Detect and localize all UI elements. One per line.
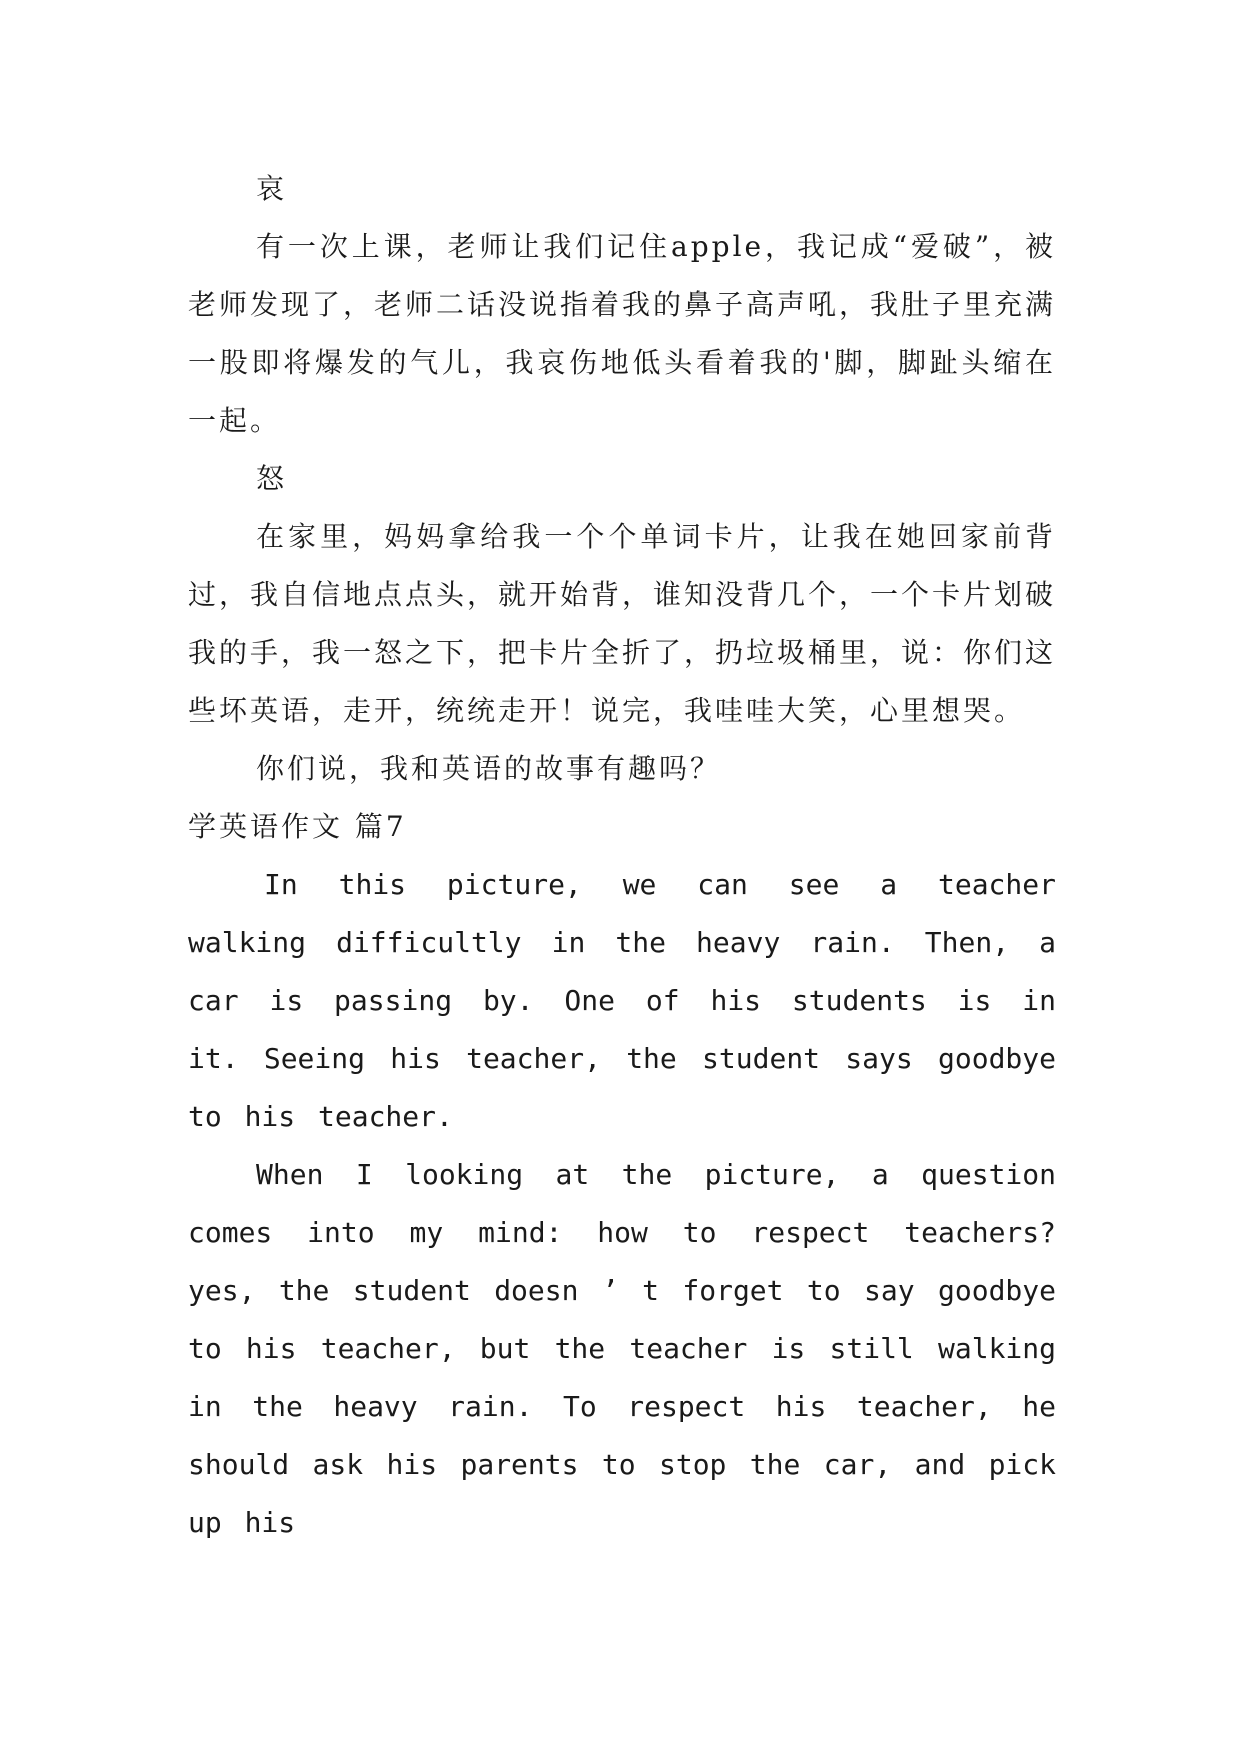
section-heading: 学英语作文 篇7 [188,810,407,843]
english-paragraph-2: When I looking at the picture, a question comes into my mind: how to respect teachers? yes, the student doesn ’ t forget to say goodbye to his teacher, but the teacher is still walking in the heavy rain. To respect his teacher, he should ask his parents to stop the car, and pick up his [188,1158,1056,1539]
paragraph-anger-title: 怒 [256,462,288,495]
document-body [188,160,1056,1552]
english-paragraph-1: In this picture, we can see a teacher walking difficultly in the heavy rain. Then, a car is passing by. One of his students is in it. Seeing his teacher, the student says goodbye to his teacher. [188,868,1056,1133]
paragraph-anger-story: 在家里，妈妈拿给我一个个单词卡片，让我在她回家前背过，我自信地点点头，就开始背，谁知没背几个，一个卡片划破我的手，我一怒之下，把卡片全折了，扔垃圾桶里，说：你们这些坏英语，走开，统统走开！说完，我哇哇大笑，心里想哭。 [188,520,1057,727]
paragraph-question: 你们说，我和英语的故事有趣吗？ [256,752,722,785]
paragraph-sorrow-story: 有一次上课，老师让我们记住apple，我记成“爱破”，被老师发现了，老师二话没说指着我的鼻子高声吼，我肚子里充满一股即将爆发的气儿，我哀伤地低头看着我的'脚，脚趾头缩在一起。 [188,230,1057,437]
paragraph-sorrow-title: 哀 [256,172,288,205]
